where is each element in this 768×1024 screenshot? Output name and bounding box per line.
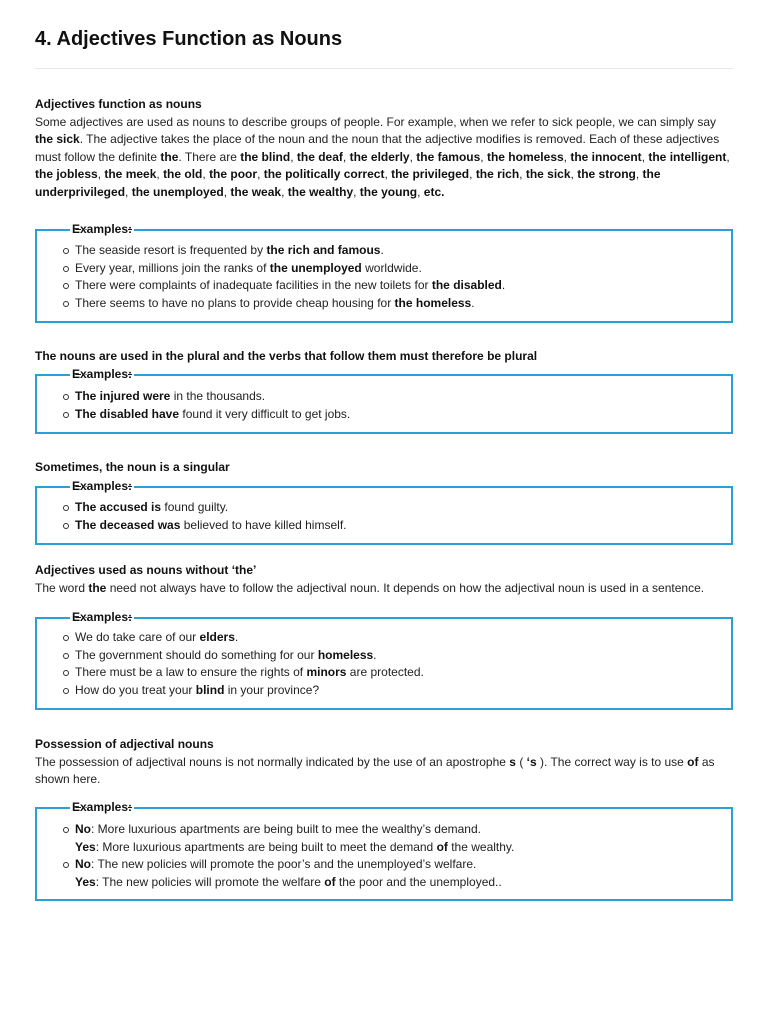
page-title: 4. Adjectives Function as Nouns — [35, 28, 343, 50]
examples-label: Examples: — [72, 479, 133, 493]
examples-list — [37, 629, 731, 699]
section-adjectives-function-as-nouns — [35, 96, 733, 201]
examples-box — [35, 367, 733, 434]
no-line: No: More luxurious apartments are being built to mee the wealthy’s demand. — [75, 822, 481, 836]
list-item: The seaside resort is frequented by the rich and famous. — [75, 242, 731, 260]
section-plural-nouns — [35, 348, 733, 366]
section-heading: The nouns are used in the plural and the verbs that follow them must therefore be plural — [35, 349, 538, 363]
section-paragraph: The word the need not always have to follow the adjectival noun. It depends on how the adjectival noun is used in a sentence. — [35, 580, 705, 595]
examples-box — [35, 610, 733, 710]
examples-list — [37, 242, 731, 312]
list-item — [75, 856, 731, 891]
list-item — [75, 821, 731, 856]
list-item: We do take care of our elders. — [75, 629, 731, 647]
list-item: There were complaints of inadequate facilities in the new toilets for the disabled. — [75, 277, 731, 295]
list-item: There must be a law to ensure the rights of minors are protected. — [75, 664, 731, 682]
section-singular-noun — [35, 459, 733, 477]
examples-list — [37, 821, 731, 891]
section-heading: Adjectives function as nouns — [35, 97, 202, 111]
section-heading: Sometimes, the noun is a singular — [35, 460, 230, 474]
examples-label: Examples: — [72, 222, 133, 236]
list-item: How do you treat your blind in your province? — [75, 682, 731, 700]
yes-line: Yes: More luxurious apartments are being built to meet the demand of the wealthy. — [75, 839, 515, 854]
section-without-the — [35, 562, 733, 597]
examples-label: Examples: — [72, 800, 133, 814]
section-paragraph: Some adjectives are used as nouns to describe groups of people. For example, when we refer to sick people, we can simply say the sick. The adjective takes the place of the noun and the noun that the adjective modifies is removed. Each of these adjectives must follow the definite the. There are the blind, the deaf, the elderly, the famous, the homeless, the innocent, the intelligent, the jobless, the meek, the old, the poor, the politically correct, the privileged, the rich, the sick, the strong, the underprivileged, the unemployed, the weak, the wealthy, the young, etc. — [35, 114, 730, 199]
examples-label: Examples: — [72, 610, 133, 624]
section-heading: Possession of adjectival nouns — [35, 737, 214, 751]
no-line: No: The new policies will promote the poor’s and the unemployed’s welfare. — [75, 857, 477, 871]
examples-box — [35, 222, 733, 323]
yes-line: Yes: The new policies will promote the welfare of the poor and the unemployed.. — [75, 874, 502, 889]
list-item: The deceased was believed to have killed himself. — [75, 517, 731, 535]
list-item: There seems to have no plans to provide cheap housing for the homeless. — [75, 295, 731, 313]
section-possession — [35, 736, 733, 789]
list-item: The government should do something for our homeless. — [75, 647, 731, 665]
examples-box — [35, 479, 733, 545]
section-heading: Adjectives used as nouns without ‘the’ — [35, 563, 257, 577]
title-divider — [35, 68, 733, 69]
list-item: The injured were in the thousands. — [75, 388, 731, 406]
examples-box — [35, 800, 733, 901]
list-item: The disabled have found it very difficult to get jobs. — [75, 406, 731, 424]
examples-label: Examples: — [72, 367, 133, 381]
examples-list — [37, 388, 731, 423]
examples-list — [37, 499, 731, 534]
list-item: Every year, millions join the ranks of the unemployed worldwide. — [75, 260, 731, 278]
section-paragraph: The possession of adjectival nouns is not normally indicated by the use of an apostrophe s ( ‘s ). The correct way is to use of as shown here. — [35, 754, 715, 786]
list-item: The accused is found guilty. — [75, 499, 731, 517]
